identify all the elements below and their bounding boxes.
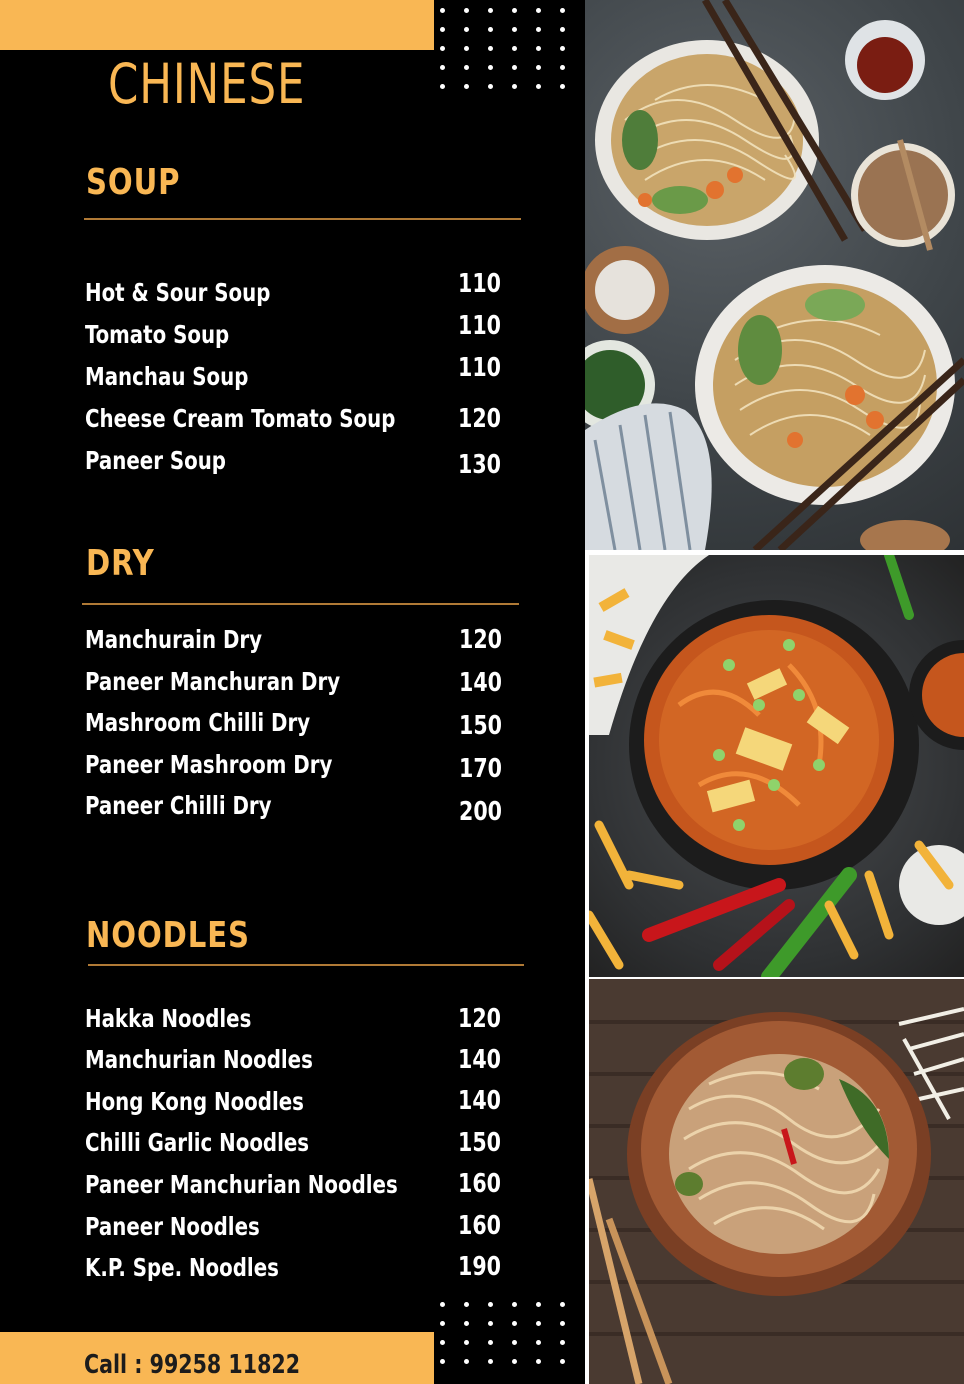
item-price: 110: [458, 311, 501, 341]
menu-item: [85, 404, 505, 440]
item-price: 150: [458, 1128, 501, 1158]
item-name: Paneer Noodles: [85, 1212, 260, 1241]
menu-item: [85, 667, 505, 703]
item-name: Tomato Soup: [85, 320, 230, 349]
item-price: 150: [459, 711, 502, 741]
item-price: 200: [459, 797, 502, 827]
item-name: Mashroom Chilli Dry: [85, 708, 311, 737]
menu-item: [85, 446, 505, 482]
item-name: Hong Kong Noodles: [85, 1087, 304, 1116]
section-divider-dry: [82, 603, 519, 605]
menu-title: CHINESE: [108, 52, 306, 116]
item-name: Cheese Cream Tomato Soup: [85, 404, 396, 433]
item-name: Manchurain Dry: [85, 625, 263, 654]
section-heading-soup: SOUP: [86, 162, 181, 203]
item-name: Manchau Soup: [85, 362, 249, 391]
item-price: 120: [458, 404, 501, 434]
item-price: 130: [458, 450, 501, 480]
item-name: Chilli Garlic Noodles: [85, 1128, 310, 1157]
contact-phone: Call : 99258 11822: [84, 1350, 301, 1380]
item-price: 110: [458, 269, 501, 299]
item-price: 160: [458, 1169, 501, 1199]
item-price: 170: [459, 754, 502, 784]
menu-item: [85, 353, 505, 398]
section-heading-noodles: NOODLES: [86, 915, 250, 956]
menu-item: [85, 1212, 505, 1248]
item-name: Paneer Chilli Dry: [85, 791, 272, 820]
menu-item: [85, 1170, 505, 1206]
item-price: 140: [458, 1045, 501, 1075]
item-name: Paneer Soup: [85, 446, 226, 475]
item-price: 140: [458, 1086, 501, 1116]
dot-pattern-bottom: [440, 1302, 580, 1364]
menu-item: [85, 1004, 505, 1040]
item-price: 190: [458, 1252, 501, 1282]
menu-item: [85, 625, 505, 661]
item-name: Hot & Sour Soup: [85, 278, 271, 307]
noodle-soup-bowls-photo: [585, 0, 964, 550]
menu-item: [85, 1045, 505, 1081]
section-heading-dry: DRY: [86, 543, 155, 584]
top-accent-bar: [0, 0, 434, 50]
item-name: K.P. Spe. Noodles: [85, 1253, 279, 1282]
item-name: Hakka Noodles: [85, 1004, 252, 1033]
menu-item: [85, 311, 505, 356]
item-name: Paneer Manchuran Dry: [85, 667, 341, 696]
item-name: Manchurian Noodles: [85, 1045, 313, 1074]
section-divider-noodles: [88, 964, 524, 966]
menu-item: [85, 1128, 505, 1164]
item-name: Paneer Mashroom Dry: [85, 750, 333, 779]
item-price: 120: [459, 625, 502, 655]
menu-item: [85, 791, 505, 827]
item-price: 160: [458, 1211, 501, 1241]
menu-item: [85, 1253, 505, 1289]
menu-item: [85, 708, 505, 744]
section-divider-soup: [84, 218, 521, 220]
hot-and-sour-soup-photo: [589, 555, 964, 977]
menu-item: [85, 1087, 505, 1123]
hakka-noodles-bowl-photo: [589, 979, 964, 1384]
item-name: Paneer Manchurian Noodles: [85, 1170, 398, 1199]
item-price: 110: [458, 353, 501, 383]
dot-pattern-top: [440, 8, 580, 89]
menu-item: [85, 269, 505, 314]
item-price: 140: [459, 668, 502, 698]
item-price: 120: [458, 1004, 501, 1034]
menu-item: [85, 750, 505, 786]
